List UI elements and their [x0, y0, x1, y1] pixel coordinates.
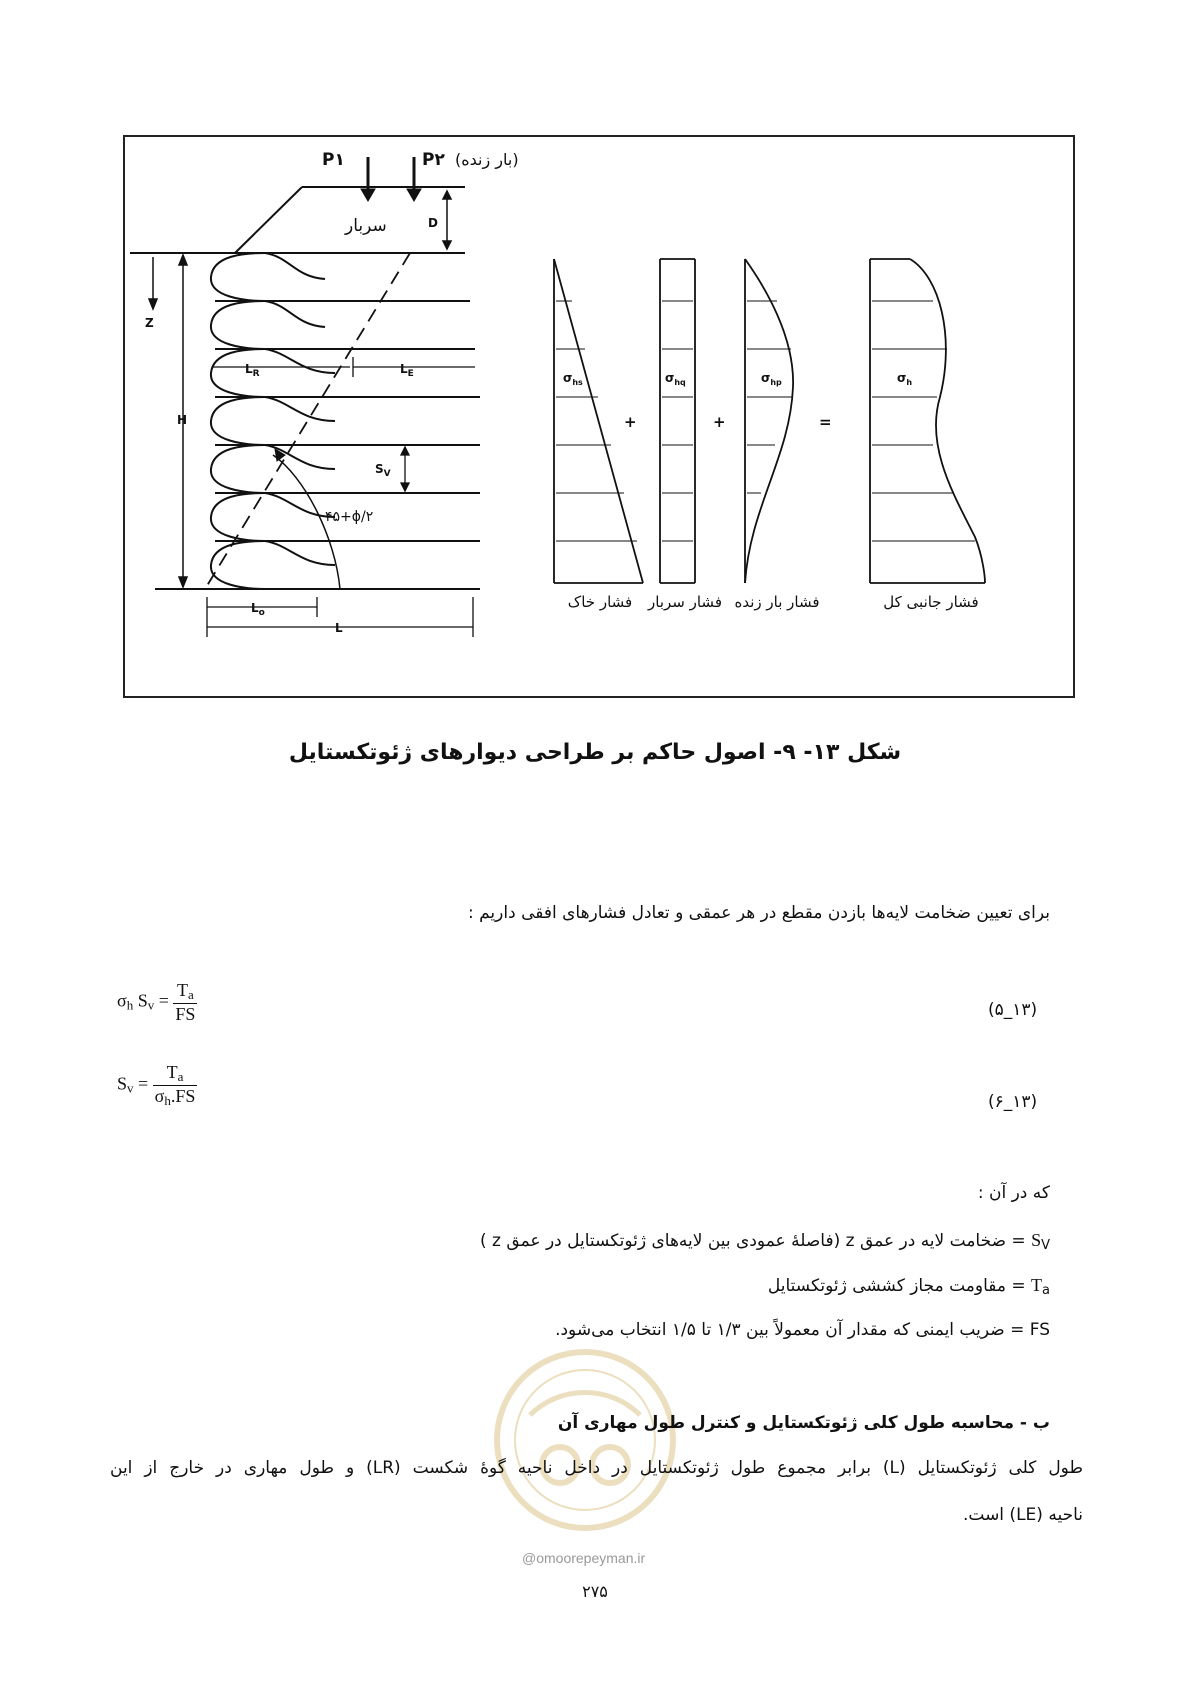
equation-number-13-5: (۱۳_۵)	[988, 1000, 1038, 1020]
definition-ta: $T_a$ = مقاومت مجاز کششی ژئوتکستایل	[767, 1275, 1050, 1298]
lo-label: $L_o$	[251, 601, 265, 618]
lr-label: $L_R$	[245, 362, 260, 379]
sigma-hs-label: $\sigma_{hs}$	[563, 371, 583, 387]
sv-dimension	[401, 447, 409, 491]
sigma-hp-label: $\sigma_{hp}$	[761, 371, 782, 387]
page-number: ۲۷۵	[582, 1582, 608, 1601]
where-text: که در آن :	[977, 1183, 1050, 1203]
le-label: $L_E$	[400, 362, 414, 379]
definition-fs: FS = ضریب ایمنی که مقدار آن معمولاً بین ۱/۳ تا ۱/۵ انتخاب می‌شود.	[555, 1320, 1050, 1340]
surcharge-pressure-diagram	[660, 259, 695, 583]
h-label: H	[177, 413, 188, 427]
l-label: L	[335, 621, 343, 635]
angle-label: ۴۵+ϕ/۲	[325, 509, 374, 525]
definition-sv: $S_V$ = ضخامت لایه در عمق z (فاصلهٔ عمودی بین لایه‌های ژئوتکستایل در عمق z )	[480, 1230, 1050, 1253]
live-load-pressure-diagram	[745, 259, 793, 583]
surcharge-pressure-label: فشار سربار	[648, 593, 722, 611]
soil-pressure-label: فشار خاک	[567, 593, 633, 611]
live-load-pressure-label: فشار بار زنده	[734, 593, 820, 611]
z-dimension	[149, 257, 157, 309]
watermark-url: @omoorepeyman.ir	[522, 1550, 646, 1566]
d-label: D	[428, 216, 438, 230]
figure-caption: شکل ۱۳- ۹- اصول حاکم بر طراحی دیوارهای ژئوتکستایل	[288, 740, 902, 765]
sv-label: $S_V$	[375, 462, 391, 479]
load-arrows	[361, 157, 421, 201]
plus-operator-1: +	[624, 413, 637, 431]
sigma-hq-label: $\sigma_{hq}$	[665, 371, 686, 387]
geotextile-wall-diagram	[125, 137, 1077, 700]
equation-13-6: $S_v$ = $\frac{T_a}{\sigma_h.FS}$	[117, 1062, 196, 1108]
d-dimension	[443, 191, 451, 249]
intro-text: برای تعیین ضخامت لایه‌ها بازدن مقطع در هر عمقی و تعادل فشارهای افقی داریم :	[467, 903, 1050, 923]
section-heading: ب - محاسبه طول کلی ژئوتکستایل و کنترل طول مهاری آن	[557, 1413, 1050, 1433]
equation-13-5: $\sigma_h$ $S_v$ = $\frac{T_a}{FS}$	[117, 980, 196, 1024]
total-pressure-label: فشار جانبی کل	[883, 593, 979, 611]
sigma-h-label: $\sigma_h$	[897, 371, 913, 387]
surcharge-label: سربار	[345, 216, 387, 236]
plus-operator-2: +	[713, 413, 726, 431]
equals-operator: =	[819, 413, 832, 431]
equation-number-13-6: (۱۳_۶)	[988, 1092, 1038, 1112]
z-label: Z	[145, 316, 154, 330]
p2-label: P۲	[422, 150, 445, 170]
paragraph-line-2: ناحیه (LE) است.	[962, 1505, 1083, 1525]
live-load-label: (بار زنده)	[455, 150, 519, 169]
watermark-seal-icon	[490, 1345, 680, 1535]
paragraph-line-1: طول کلی ژئوتکستایل (L) برابر مجموع طول ژئوتکستایل در داخل ناحیه گوهٔ شکست (LR) و طول مهاری در خارج از این	[110, 1458, 1083, 1478]
figure-frame	[123, 135, 1075, 698]
total-pressure-diagram	[870, 259, 985, 583]
p1-label: P۱	[322, 150, 345, 170]
